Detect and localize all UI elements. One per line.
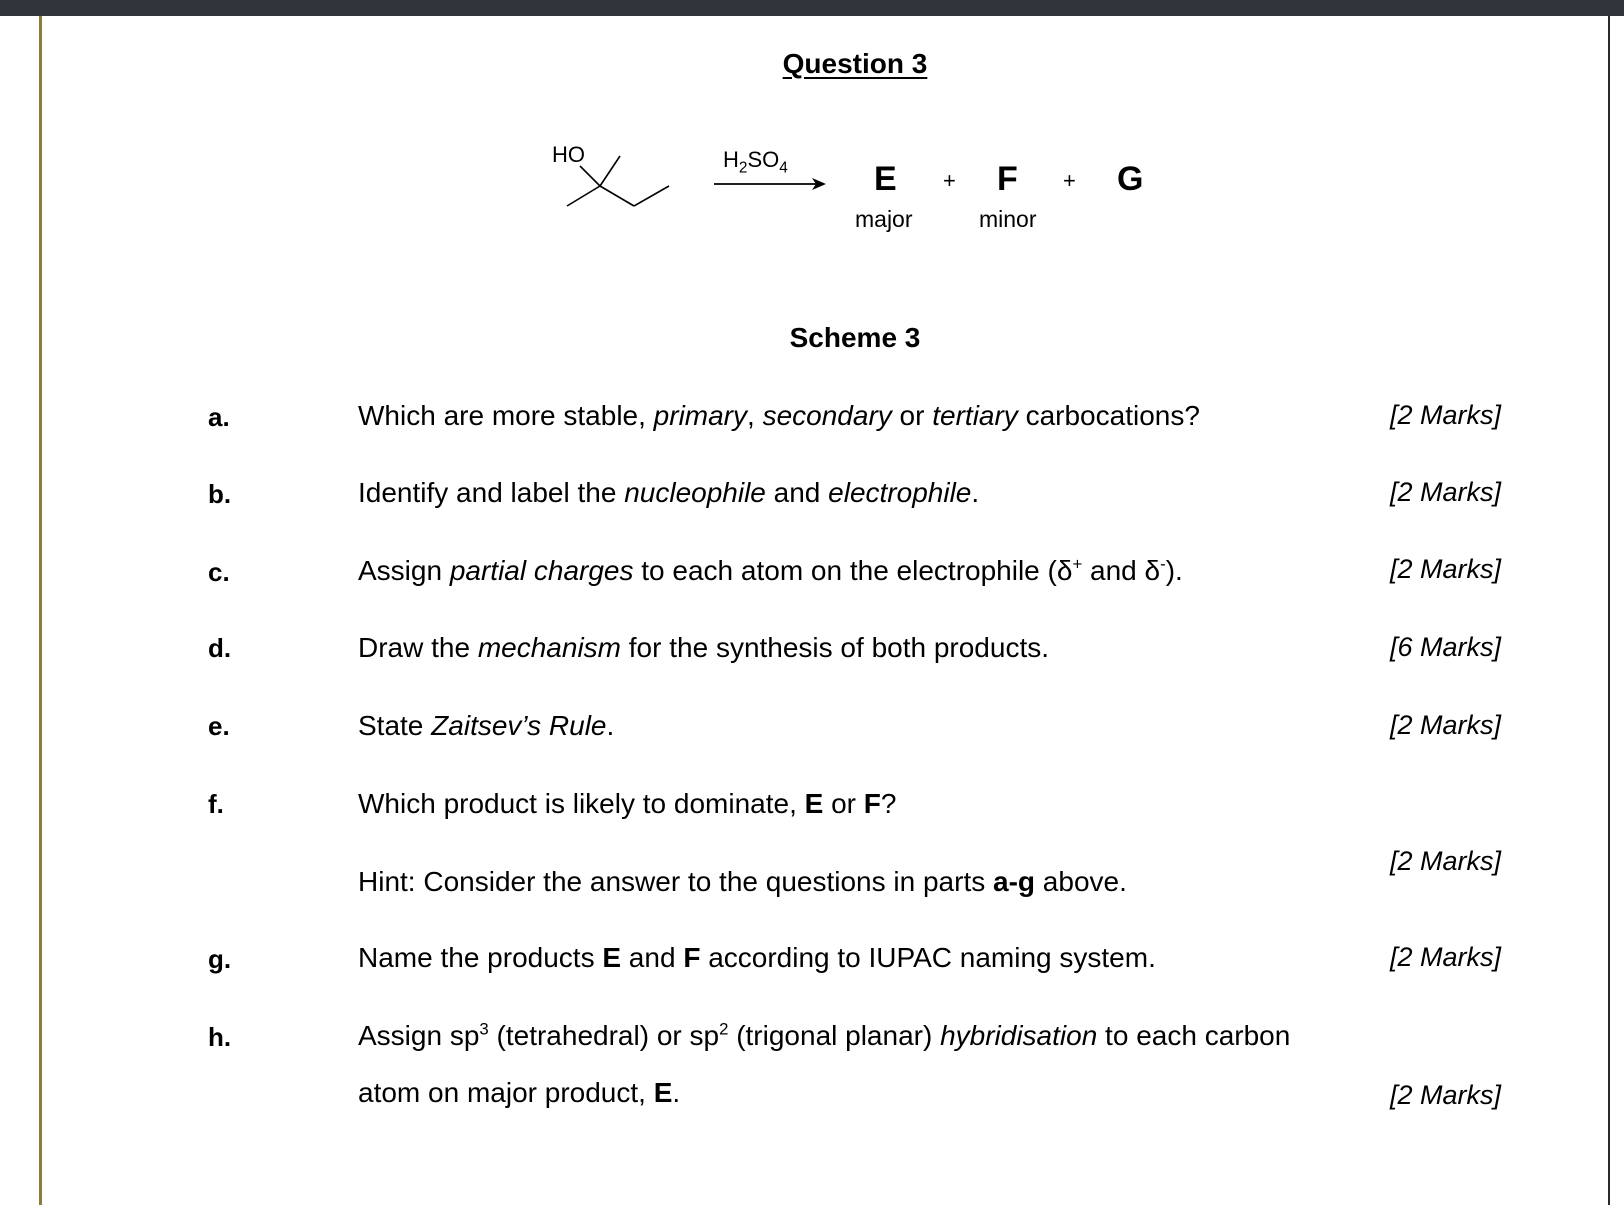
question-g-marks: [2 Marks] — [1389, 942, 1501, 972]
reactant-ho-label: HO — [552, 142, 585, 167]
window-top-bar — [0, 0, 1624, 16]
product-f: F — [997, 160, 1018, 198]
question-e-marks: [2 Marks] — [1389, 710, 1501, 740]
question-a-letter: a. — [208, 402, 230, 432]
question-a-marks: [2 Marks] — [1389, 400, 1501, 430]
major-label: major — [855, 206, 913, 232]
question-f-hint: Hint: Consider the answer to the questions in parts a-g above. — [358, 866, 1127, 897]
question-h-text: Assign $sp^3$ (tetrahedral) or $sp^2$ (trigonal planar) hybridisation to each carbon — [358, 1019, 1291, 1051]
reaction-scheme — [540, 130, 1160, 240]
question-d-text: Draw the mechanism for the synthesis of both products. — [358, 632, 1050, 663]
question-g-letter: g. — [208, 944, 232, 974]
question-c-marks: [2 Marks] — [1389, 554, 1501, 584]
question-a-text: Which are more stable, primary, secondary or tertiary carbocations? — [358, 400, 1200, 431]
question-h-text-line2: atom on major product, E. — [358, 1077, 681, 1108]
page-margin-line — [39, 16, 42, 1205]
question-e-letter: e. — [208, 711, 230, 741]
product-g: G — [1117, 160, 1144, 198]
scheme-caption: Scheme 3 — [789, 322, 921, 353]
plus-sign-2: + — [1063, 168, 1076, 193]
question-g-text: Name the products E and F according to IUPAC naming system. — [358, 942, 1156, 973]
question-b-letter: b. — [208, 479, 232, 509]
product-e: E — [874, 160, 897, 198]
minor-label: minor — [979, 206, 1037, 232]
reaction-arrow — [712, 174, 832, 194]
question-d-marks: [6 Marks] — [1389, 632, 1501, 662]
question-h-letter: h. — [208, 1022, 232, 1052]
question-title: Question 3 — [782, 48, 928, 79]
question-b-text: Identify and label the nucleophile and electrophile. — [358, 477, 980, 508]
question-e-text: State Zaitsev’s Rule. — [358, 710, 615, 741]
plus-sign-1: + — [943, 168, 956, 193]
question-b-marks: [2 Marks] — [1389, 477, 1501, 507]
question-c-text: Assign partial charges to each atom on the electrophile (δ+ and δ-). — [358, 554, 1183, 586]
question-f-text: Which product is likely to dominate, E or F? — [358, 788, 897, 819]
question-c-letter: c. — [208, 557, 230, 587]
reagent-label: $H_2SO_4$ — [723, 147, 788, 177]
question-d-letter: d. — [208, 633, 232, 663]
question-h-marks: [2 Marks] — [1389, 1080, 1501, 1110]
question-f-letter: f. — [208, 789, 224, 819]
question-f-marks: [2 Marks] — [1389, 846, 1501, 876]
